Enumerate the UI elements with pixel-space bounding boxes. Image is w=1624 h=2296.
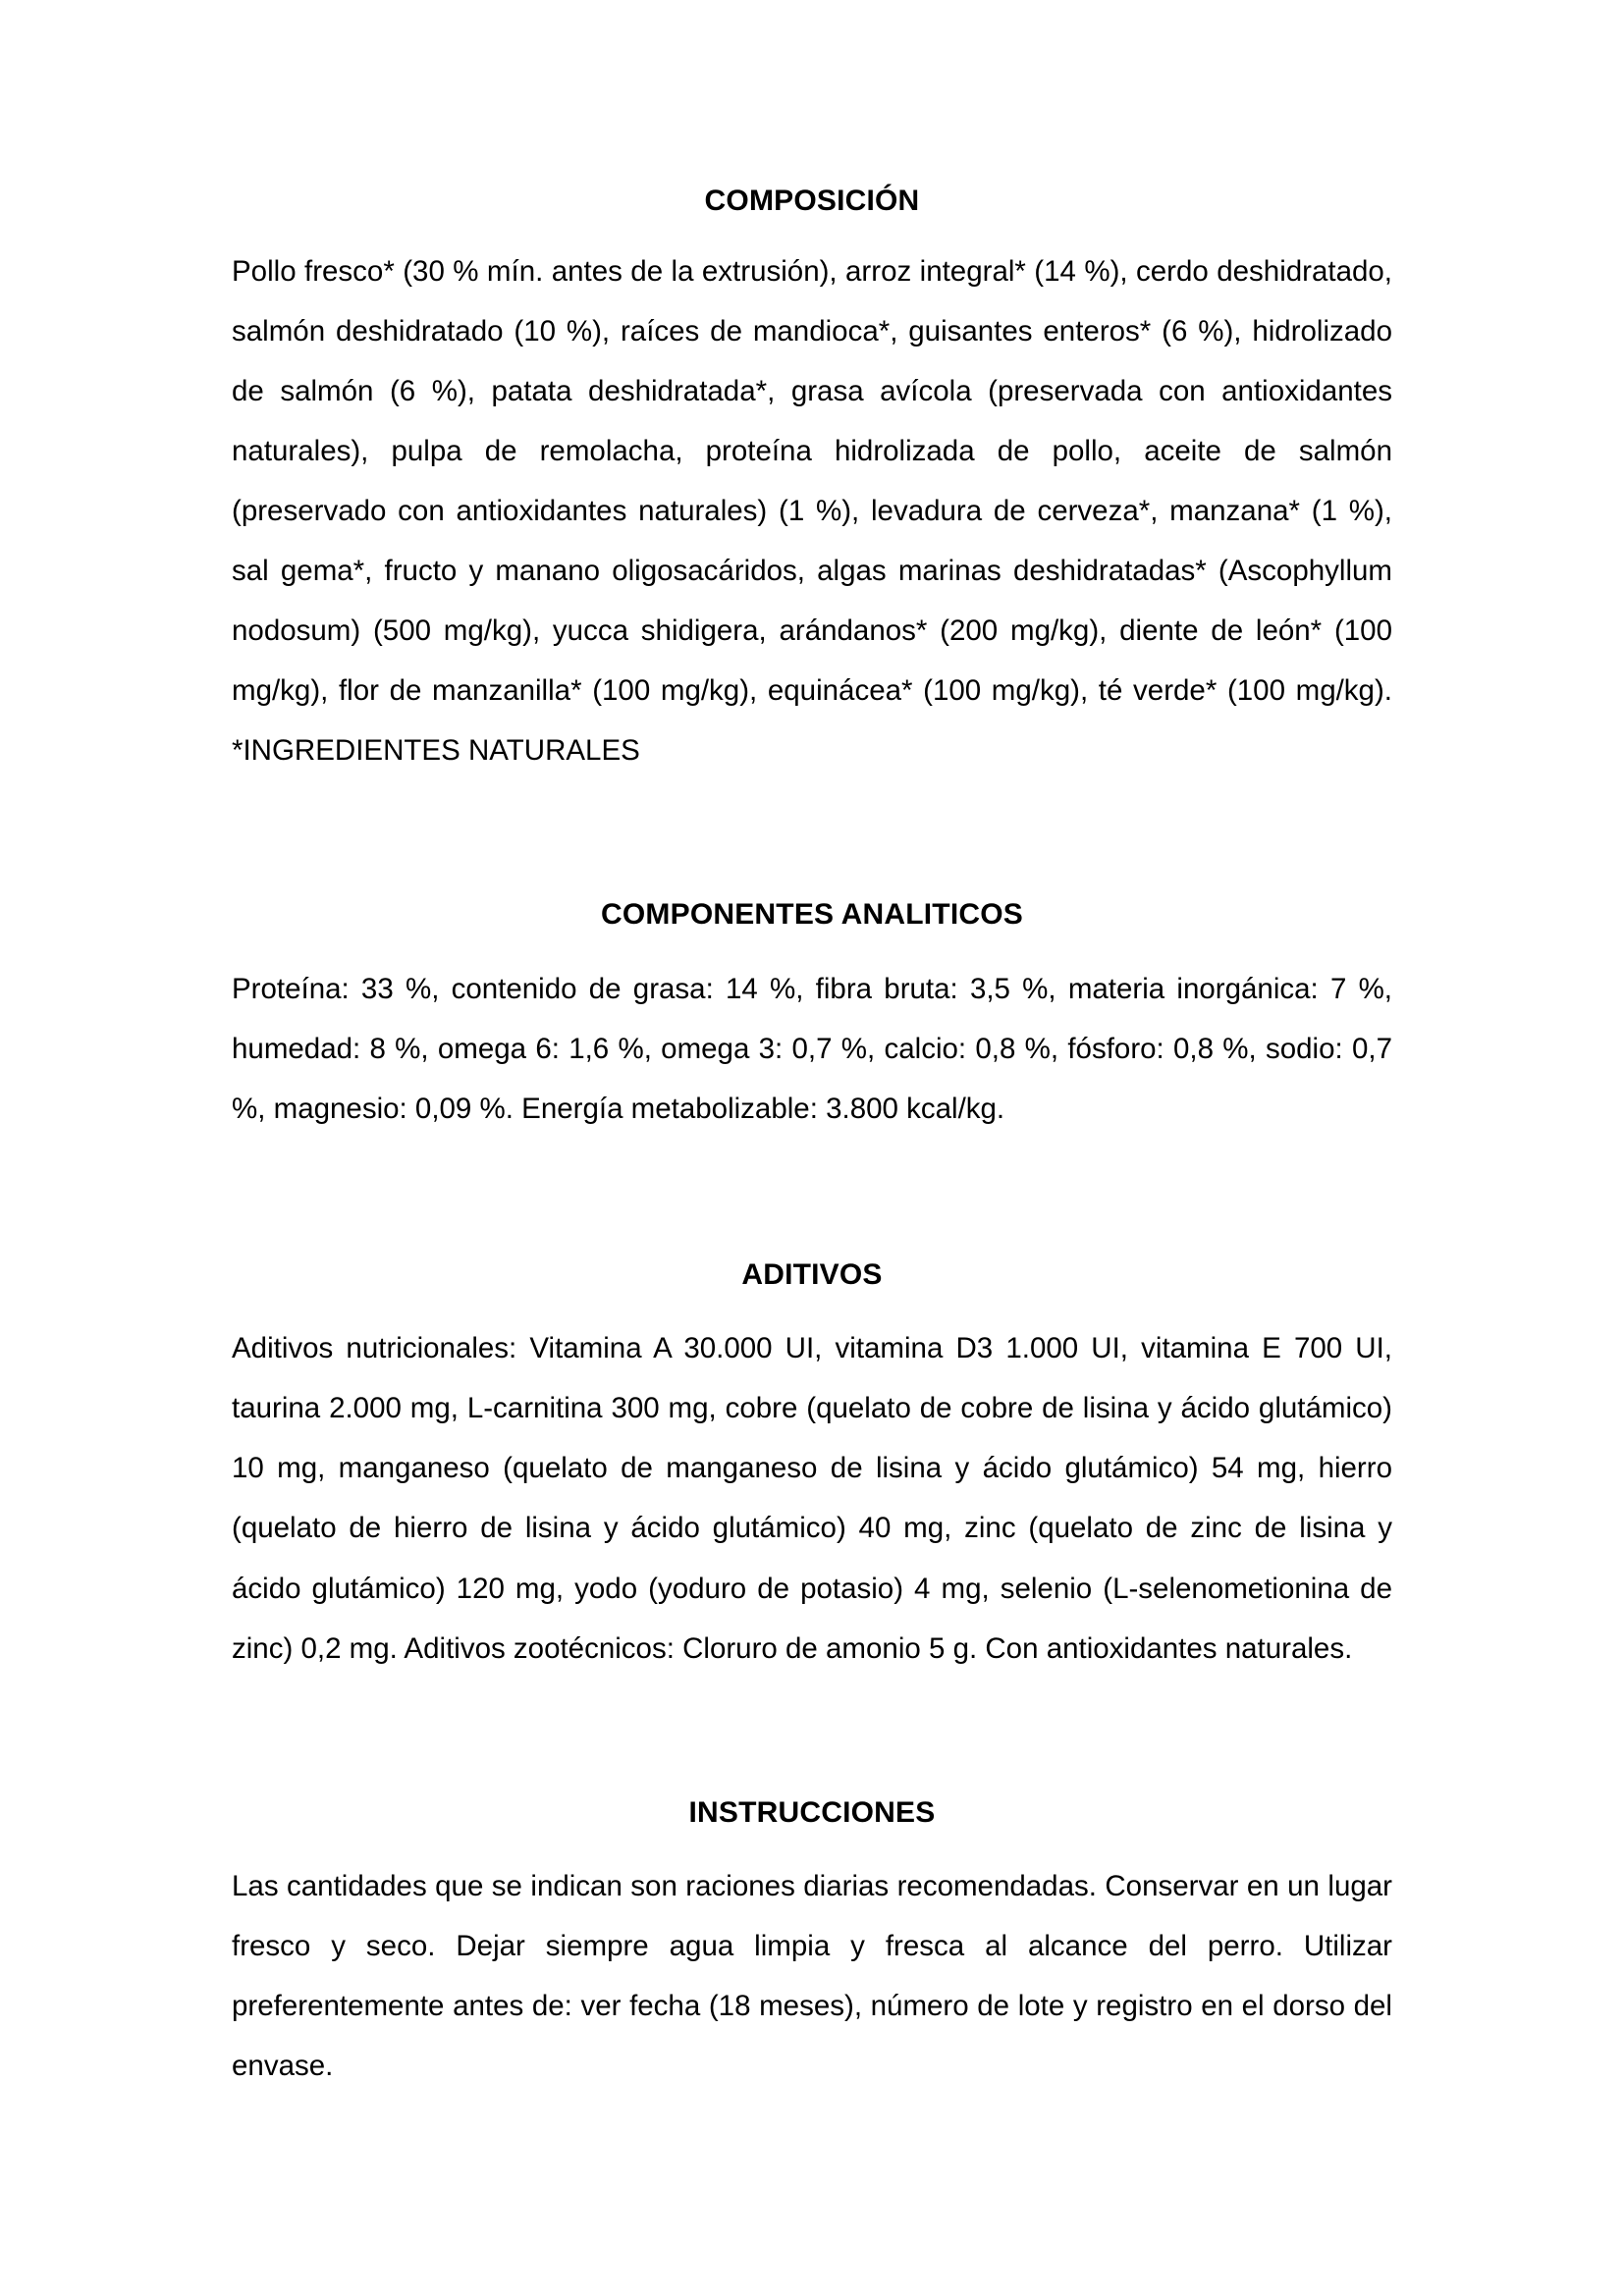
section-gap	[232, 1679, 1392, 1794]
paragraph-aditivos: Aditivos nutricionales: Vitamina A 30.000 UI, vitamina D3 1.000 UI, vitamina E 700 UI, taurina 2.000 mg, L-carnitina 300 mg, cobre (quelato de cobre de lisina y ácido glutámico) 10 mg, manganeso (quelato de manganeso de lisina y ácido glutámico) 54 mg, hierro (quelato de hierro de lisina y ácido glutámico) 40 mg, zinc (quelato de zinc de lisina y ácido glutámico) 120 mg, yodo (yoduro de potasio) 4 mg, selenio (L-selenometionina de zinc) 0,2 mg. Aditivos zootécnicos: Cloruro de amonio 5 g. Con antioxidantes naturales.	[232, 1332, 1392, 1665]
section-componentes-analiticos	[232, 896, 1392, 1139]
document-content	[232, 183, 1392, 2096]
heading-componentes-analiticos: COMPONENTES ANALITICOS	[601, 898, 1023, 932]
heading-composicion: COMPOSICIÓN	[704, 185, 920, 217]
section-aditivos	[232, 1256, 1392, 1679]
heading-instrucciones: INSTRUCCIONES	[688, 1795, 936, 1829]
section-instrucciones	[232, 1794, 1392, 2097]
section-composicion	[232, 183, 1392, 780]
section-gap	[232, 780, 1392, 896]
paragraph-instrucciones: Las cantidades que se indican son raciones diarias recomendadas. Conservar en un lugar fresco y seco. Dejar siempre agua limpia y fresca al alcance del perro. Utilizar preferentemente antes de: ver fecha (18 meses), número de lote y registro en el dorso del envase.	[232, 1870, 1392, 2083]
paragraph-componentes-analiticos: Proteína: 33 %, contenido de grasa: 14 %, fibra bruta: 3,5 %, materia inorgánica: 7 %, humedad: 8 %, omega 6: 1,6 %, omega 3: 0,7 %, calcio: 0,8 %, fósforo: 0,8 %, sodio: 0,7 %, magnesio: 0,09 %. Energía metabolizable: 3.800 kcal/kg.	[232, 972, 1392, 1125]
section-gap	[232, 1139, 1392, 1256]
paragraph-composicion: Pollo fresco* (30 % mín. antes de la extrusión), arroz integral* (14 %), cerdo deshidratado, salmón deshidratado (10 %), raíces de mandioca*, guisantes enteros* (6 %), hidrolizado de salmón (6 %), patata deshidratada*, grasa avícola (preservada con antioxidantes naturales), pulpa de remolacha, proteína hidrolizada de pollo, aceite de salmón (preservado con antioxidantes naturales) (1 %), levadura de cerveza*, manzana* (1 %), sal gema*, fructo y manano oligosacáridos, algas marinas deshidratadas* (Ascophyllum nodosum) (500 mg/kg), yucca shidigera, arándanos* (200 mg/kg), diente de león* (100 mg/kg), flor de manzanilla* (100 mg/kg), equinácea* (100 mg/kg), té verde* (100 mg/kg). *INGREDIENTES NATURALES	[232, 254, 1392, 767]
heading-aditivos: ADITIVOS	[741, 1257, 883, 1291]
